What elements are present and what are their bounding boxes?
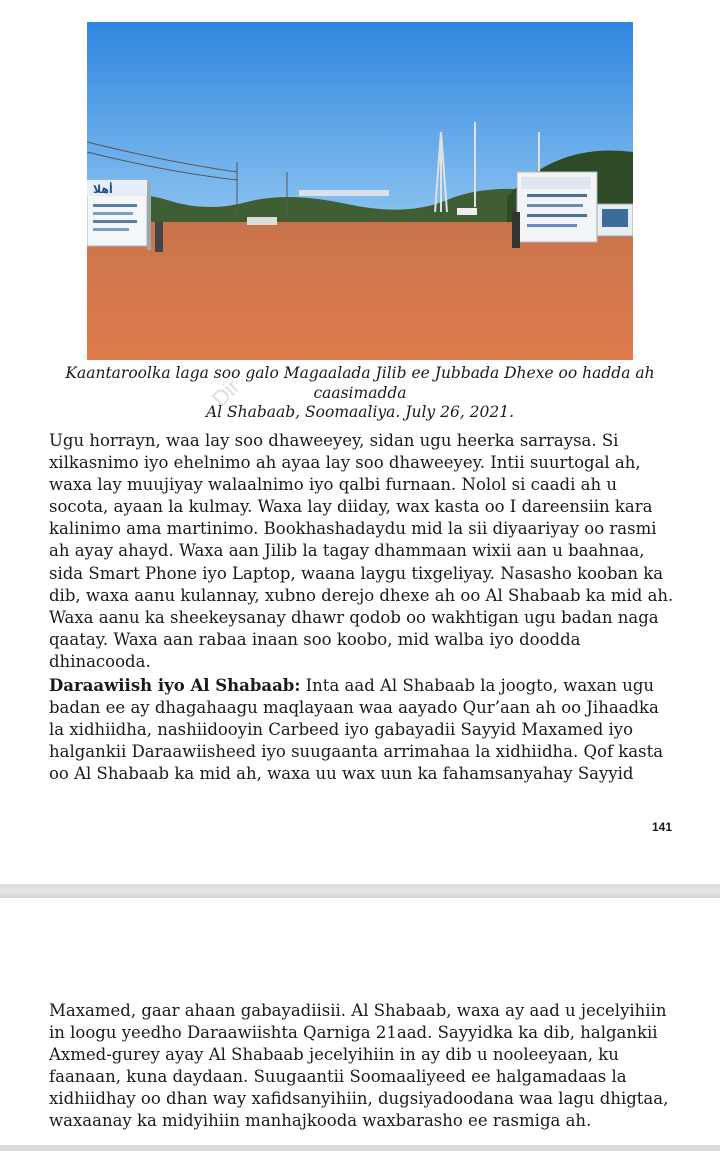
sign-text-left: أهلا	[93, 183, 113, 196]
photo-caption	[40, 364, 680, 423]
page-separator	[0, 884, 720, 898]
checkpoint-photo	[87, 22, 633, 360]
paragraph-2-heading: Daraawiish iyo Al Shabaab:	[49, 676, 301, 695]
paragraph-3: Maxamed, gaar ahaan gabayadiisii. Al Shabaab, waxa ay aad u jecelyihiin in loogu yeedho Daraawiishta Qarniga 21aad. Sayyidka ka dib, halgankii Axmed-gurey ayay Al Shabaab jecelyihiin in ay dib u nooleeyaan, ku faanaan, kuna daydaan. Suugaantii Soomaaliyeed ee halgamadaas la xidhiidhay oo dhan way xafidsanyihiin, dugsiyadoodana waa lagu dhigtaa, waxaanay ka midyihiin manhajkooda waxbarasho ee rasmiga ah.	[49, 1001, 669, 1131]
checkpoint-photo-image	[87, 22, 633, 360]
caption-line-1: Kaantaroolka laga soo galo Magaalada Jilib ee Jubbada Dhexe oo hadda ah caasimadda	[65, 364, 655, 402]
watermark: Dir	[206, 373, 245, 412]
paragraph-2-body: Inta aad Al Shabaab la joogto, waxan ugu badan ee ay dhagahaagu maqlayaan waa aayado Qur’aan ah oo Jihaadka la xidhiidha, nashiidooyin Carbeed iyo gabayadii Sayyid Maxamed iyo halgankii Daraawiisheed iyo suugaanta arrimahaa la xidhiidha. Qof kasta oo Al Shabaab ka mid ah, waxa uu wax uun ka fahamsanyahay Sayyid	[49, 676, 664, 784]
page-number: 141	[651, 820, 672, 834]
paragraph-2	[49, 675, 674, 785]
page-separator-bottom	[0, 1145, 720, 1151]
caption-line-2: Al Shabaab, Soomaaliya. July 26, 2021.	[205, 403, 515, 421]
paragraph-1: Ugu horrayn, waa lay soo dhaweeyey, sidan ugu heerka sarraysa. Si xilkasnimo iyo ehelnimo ah ayaa lay soo dhaweeyey. Intii suurtogal ah, waxa lay muujiyay walaalnimo iyo qalbi furnaan. Nolol si caadi ah u socota, ayaan la kulmay. Waxa lay diiday, wax kasta oo I dareensiin kara kalinimo ama martinimo. Bookhashadaydu mid la sii diyaariyay oo rasmi ah ayay ahayd. Waxa aan Jilib la tagay dhammaan wixii aan u baahnaa, sida Smart Phone iyo Laptop, waana laygu tixgeliyay. Nasasho kooban ka dib, waxa aanu kulannay, xubno derejo dhexe ah oo Al Shabaab ka mid ah. Waxa aanu ka sheekeysanay dhawr qodob oo wakhtigan ugu badan naga qaatay. Waxa aan rabaa inaan soo koobo, mid walba iyo doodda dhinacooda.	[49, 431, 674, 671]
